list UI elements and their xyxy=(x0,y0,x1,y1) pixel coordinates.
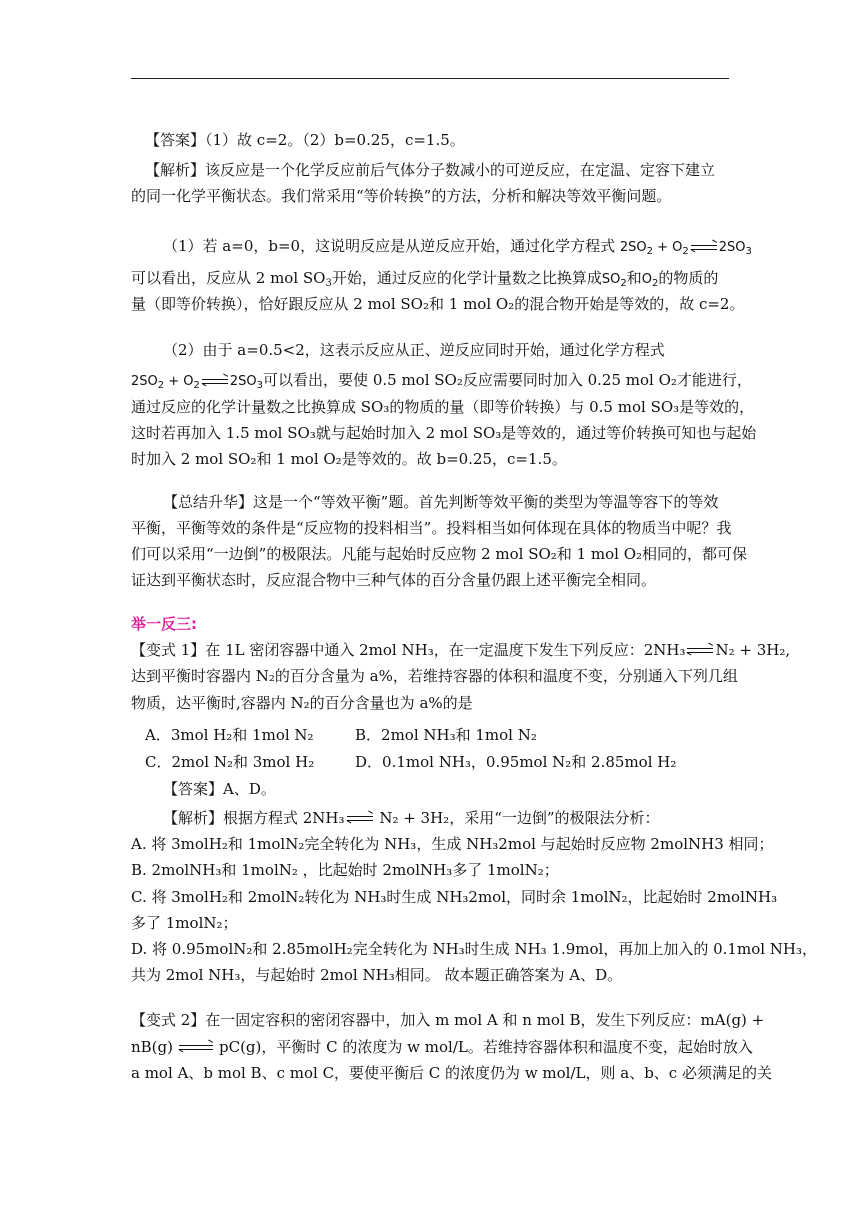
part1-text-1: （1）若 a=0，b=0，这说明反应是从逆反应开始，通过化学方程式 xyxy=(163,237,616,255)
variant1-line-2: 达到平衡时容器内 N₂的百分含量为 a%，若维持容器的体积和温度不变，分别通入下列几组 xyxy=(131,667,738,685)
variant1-answer: 【答案】A、D。 xyxy=(163,780,276,798)
variant1-line-1: 【变式 1】在 1L 密闭容器中通入 2mol NH₃，在一定温度下发生下列反应：2NH₃ N₂ + 3H₂, xyxy=(131,641,791,659)
part2-line-1: （2）由于 a=0.5<2，这表示反应从正、逆反应同时开始，通过化学方程式 xyxy=(163,341,665,359)
equilibrium-arrow-icon xyxy=(179,1043,213,1053)
variant2-line-2: nB(g) pC(g)，平衡时 C 的浓度为 w mol/L。若维持容器体积和温度不变，起始时放入 xyxy=(131,1038,753,1056)
part2-line-3: 通过反应的化学计量数之比换算成 SO₃的物质的量（即等价转换）与 0.5 mol SO₃是等效的， xyxy=(131,398,755,416)
analysis-c: C. 将 3molH₂和 2molN₂转化为 NH₃时生成 NH₃2mol，同时余 1molN₂，比起始时 2molNH₃ xyxy=(131,888,778,906)
equilibrium-arrow-icon xyxy=(202,377,228,387)
option-c: C．2mol N₂和 3mol H₂ xyxy=(145,753,315,771)
equilibrium-arrow-icon xyxy=(687,646,713,656)
analysis-line-2: 的同一化学平衡状态。我们常采用“等价转换”的方法，分析和解决等效平衡问题。 xyxy=(131,187,672,205)
part1-text-2a: 可以看出，反应从 2 mol SO xyxy=(131,269,326,287)
equation-so2-o2-so3: $2SO_2 + O_2$ $2SO_3$ xyxy=(619,240,752,257)
analysis-c-cont: 多了 1molN₂； xyxy=(131,914,238,932)
summary-line-4: 证达到平衡状态时，反应混合物中三种气体的百分含量仍跟上述平衡完全相同。 xyxy=(131,571,657,589)
summary-line-1: 【总结升华】这是一个“等效平衡”题。首先判断等效平衡的类型为等温等容下的等效 xyxy=(163,493,719,511)
option-d: D．0.1mol NH₃，0.95mol N₂和 2.85mol H₂ xyxy=(355,753,677,771)
part1-line-1 xyxy=(163,236,752,258)
option-a: A．3mol H₂和 1mol N₂ xyxy=(145,726,314,744)
section-title: 举一反三: xyxy=(131,615,197,633)
analysis-d: D. 将 0.95molN₂和 2.85molH₂完全转化为 NH₃时生成 NH₃ 1.9mol，再加上加入的 0.1mol NH₃， xyxy=(131,940,818,958)
part1-line-3: 量（即等价转换），恰好跟反应从 2 mol SO₂和 1 mol O₂的混合物开始是等效的，故 c=2。 xyxy=(131,295,745,313)
equation-so2-o2-so3-2: $2SO_2 + O_2$ $2SO_3$ xyxy=(131,374,264,391)
header-rule xyxy=(131,78,729,79)
part1-text-2d: 的物质的 xyxy=(658,269,719,287)
part2-line-4: 这时若再加入 1.5 mol SO₃就与起始时加入 2 mol SO₃是等效的，通过等价转换可知也与起始 xyxy=(131,424,757,442)
analysis-line-1: 【解析】该反应是一个化学反应前后气体分子数减小的可逆反应，在定温、定容下建立 xyxy=(145,161,716,179)
equilibrium-arrow-icon xyxy=(691,243,717,253)
part2-line-5: 时加入 2 mol SO₂和 1 mol O₂是等效的。故 b=0.25，c=1.5。 xyxy=(131,450,567,468)
analysis-a: A. 将 3molH₂和 1molN₂完全转化为 NH₃，生成 NH₃2mol 与起始时反应物 2molNH3 相同； xyxy=(131,835,774,853)
summary-line-2: 平衡，平衡等效的条件是“反应物的投料相当”。投料相当如何体现在具体的物质当中呢？我 xyxy=(131,519,732,537)
variant2-line-3: a mol A、b mol B、c mol C，要使平衡后 C 的浓度仍为 w mol/L，则 a、b、c 必须满足的关 xyxy=(131,1064,772,1082)
variant1-analysis: 【解析】根据方程式 2NH₃ N₂ + 3H₂，采用“一边倒”的极限法分析： xyxy=(163,809,660,827)
analysis-b: B. 2molNH₃和 1molN₂ ，比起始时 2molNH₃多了 1molN₂； xyxy=(131,861,559,879)
part2-line-2: $2SO_2 + O_2$ $2SO_3$可以看出，要使 0.5 mol SO₂反应需要同时加入 0.25 mol O₂才能进行， xyxy=(131,371,752,391)
part1-text-2b: 开始，通过反应的化学计量数之比换算成 xyxy=(331,269,602,287)
answer-line: 【答案】（1）故 c=2。（2）b=0.25，c=1.5。 xyxy=(145,131,465,149)
summary-line-3: 们可以采用“一边倒”的极限法。凡能与起始时反应物 2 mol SO₂和 1 mol O₂相同的，都可保 xyxy=(131,545,748,563)
equilibrium-arrow-icon xyxy=(347,814,373,824)
variant1-line-3: 物质，达平衡时,容器内 N₂的百分含量也为 a%的是 xyxy=(131,694,473,712)
analysis-d-cont: 共为 2mol NH₃，与起始时 2mol NH₃相同。 故本题正确答案为 A、D。 xyxy=(131,966,623,984)
part1-text-2c: 和 xyxy=(626,269,642,287)
option-b: B．2mol NH₃和 1mol N₂ xyxy=(355,726,537,744)
part1-line-2: 可以看出，反应从 2 mol $SO_3$开始，通过反应的化学计量数之比换算成$SO_2$和$O_2$的物质的 xyxy=(131,269,719,289)
variant2-line-1: 【变式 2】在一固定容积的密闭容器中，加入 m mol A 和 n mol B，发生下列反应：mA(g) + xyxy=(131,1011,765,1029)
